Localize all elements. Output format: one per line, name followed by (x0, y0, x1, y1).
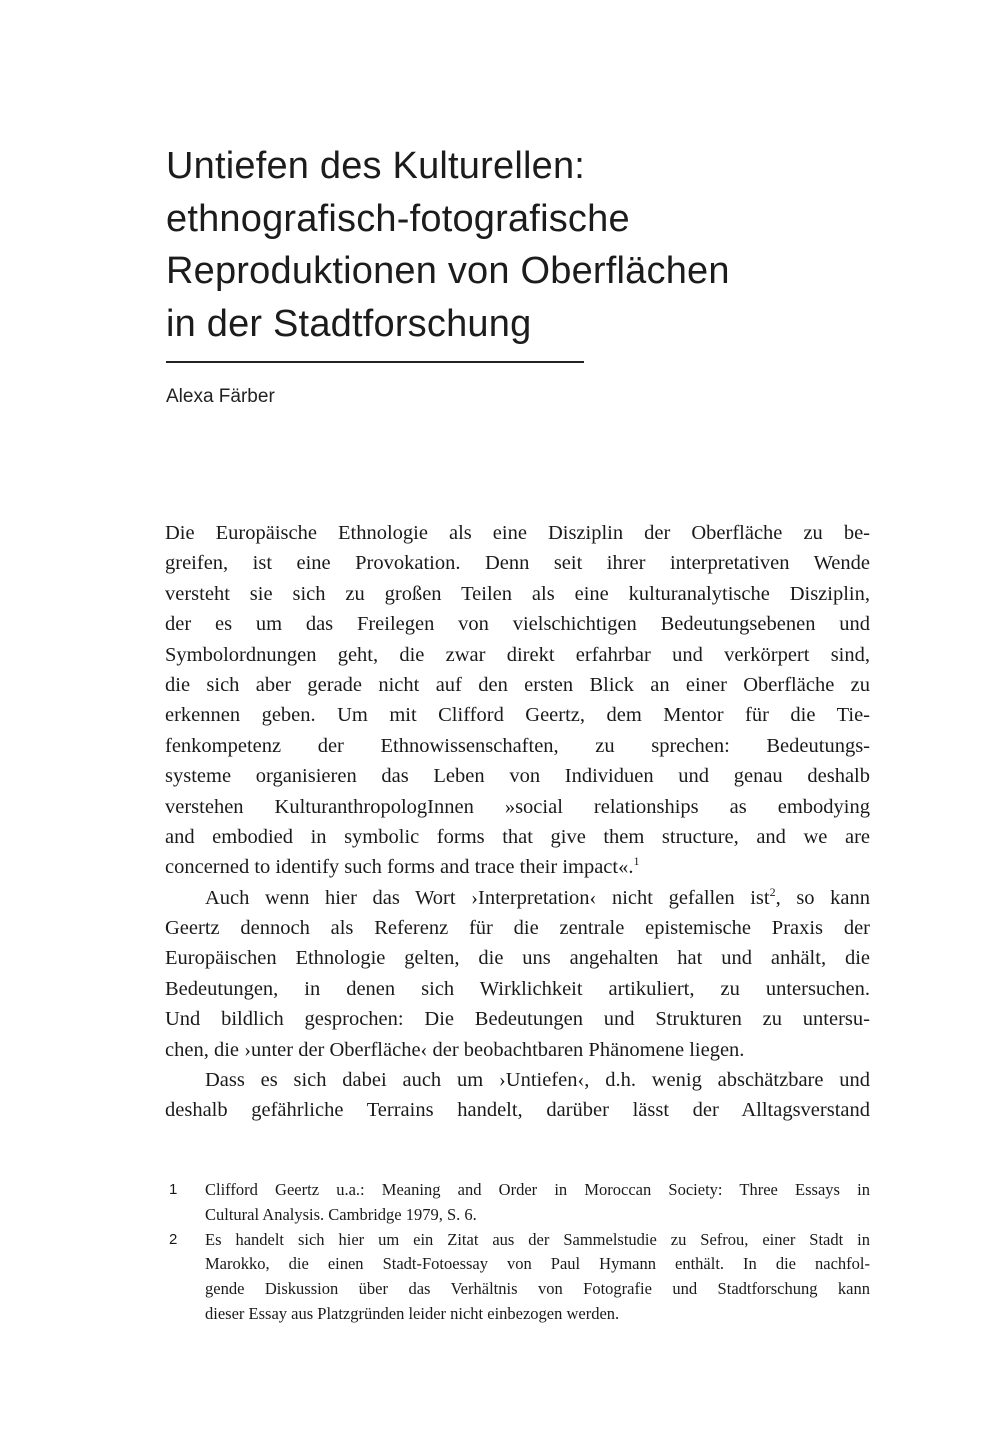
line-text: der es um das Freilegen von vielschichtigen Bedeutungsebenen und (165, 613, 870, 636)
line-text-after: , so kann (775, 886, 870, 909)
footnote-line: Marokko, die einen Stadt-Fotoessay von Paul Hymann enthält. In die nachfol- (205, 1254, 870, 1274)
paragraph (165, 883, 870, 1065)
title-line: in der Stadtforschung (166, 302, 532, 345)
text-line (165, 1095, 870, 1125)
title-line: ethnografisch-fotografische (166, 197, 630, 240)
footnote-ref[interactable]: 2 (769, 884, 776, 899)
text-line (165, 1065, 870, 1095)
line-text: Bedeutungen, in denen sich Wirklichkeit artikuliert, zu untersuchen. (165, 977, 870, 1000)
text-line (165, 700, 870, 730)
line-text: fenkompetenz der Ethnowissenschaften, zu sprechen: Bedeutungs- (165, 734, 870, 757)
line-text: versteht sie sich zu großen Teilen als eine kulturanalytische Disziplin, (165, 582, 870, 605)
title-line: Reproduktionen von Oberflächen (166, 250, 730, 292)
text-line (165, 609, 870, 639)
text-line (165, 1035, 870, 1065)
text-line (165, 913, 870, 943)
line-text: Und bildlich gesprochen: Die Bedeutungen und Strukturen zu untersu- (165, 1008, 870, 1031)
footnote-line: Cultural Analysis. Cambridge 1979, S. 6. (205, 1204, 477, 1224)
paragraph (165, 518, 870, 883)
footnote-number: 1 (169, 1181, 178, 1198)
text-line (165, 822, 870, 852)
line-text: Dass es sich dabei auch um ›Untiefen‹, d.h. wenig abschätzbare und (205, 1069, 870, 1092)
title-line: Untiefen des Kulturellen: (166, 145, 586, 187)
text-line (165, 548, 870, 578)
text-line (165, 670, 870, 700)
line-text: Europäischen Ethnologie gelten, die uns angehalten hat und anhält, die (165, 947, 870, 970)
line-text: Auch wenn hier das Wort ›Interpretation‹ nicht gefallen ist (205, 886, 770, 909)
footnotes (165, 1178, 870, 1327)
text-line (165, 852, 870, 882)
text-line (165, 579, 870, 609)
line-text: Geertz dennoch als Referenz für die zentrale epistemische Praxis der (165, 917, 870, 940)
text-line (165, 943, 870, 973)
body-text (165, 518, 870, 1126)
text-line (165, 761, 870, 791)
footnote-line: Clifford Geertz u.a.: Meaning and Order in Moroccan Society: Three Essays in (205, 1180, 870, 1199)
line-text: deshalb gefährliche Terrains handelt, darüber lässt der Alltagsverstand (165, 1099, 870, 1122)
line-text: die sich aber gerade nicht auf den ersten Blick an einer Oberfläche zu (165, 673, 870, 696)
text-line (165, 731, 870, 761)
footnote-number: 2 (169, 1230, 178, 1248)
text-line (165, 518, 870, 548)
line-text: chen, die ›unter der Oberfläche‹ der beobachtbaren Phänomene liegen. (165, 1038, 745, 1061)
line-text: erkennen geben. Um mit Clifford Geertz, dem Mentor für die Tie- (165, 704, 870, 727)
line-text: and embodied in symbolic forms that give them structure, and we are (165, 825, 870, 848)
text-line (165, 883, 870, 913)
footnote-ref[interactable]: 1 (633, 854, 640, 869)
line-text: verstehen KulturanthropologInnen »social relationships as embodying (165, 795, 870, 818)
footnote-line: gende Diskussion über das Verhältnis von Fotografie und Stadtforschung kann (205, 1279, 870, 1299)
footnote (165, 1178, 870, 1228)
line-text: greifen, ist eine Provokation. Denn seit ihrer interpretativen Wende (165, 552, 870, 575)
footnote (165, 1228, 870, 1327)
text-line (165, 640, 870, 670)
text-line (165, 792, 870, 822)
footnote-line: Es handelt sich hier um ein Zitat aus der Sammelstudie zu Sefrou, einer Stadt in (205, 1229, 870, 1249)
line-text: Die Europäische Ethnologie als eine Disziplin der Oberfläche zu be- (165, 522, 870, 544)
line-text: Symbolordnungen geht, die zwar direkt erfahrbar und verkörpert sind, (165, 643, 870, 666)
chapter-title (166, 140, 730, 350)
line-text: systeme organisieren das Leben von Individuen und genau deshalb (165, 765, 870, 788)
text-line (165, 1004, 870, 1034)
title-divider (166, 361, 584, 363)
author-name: Alexa Färber (166, 386, 275, 407)
text-line (165, 974, 870, 1004)
paragraph (165, 1065, 870, 1126)
footnote-line: dieser Essay aus Platzgründen leider nicht einbezogen werden. (205, 1303, 620, 1323)
line-text: concerned to identify such forms and trace their impact«. (165, 856, 634, 879)
